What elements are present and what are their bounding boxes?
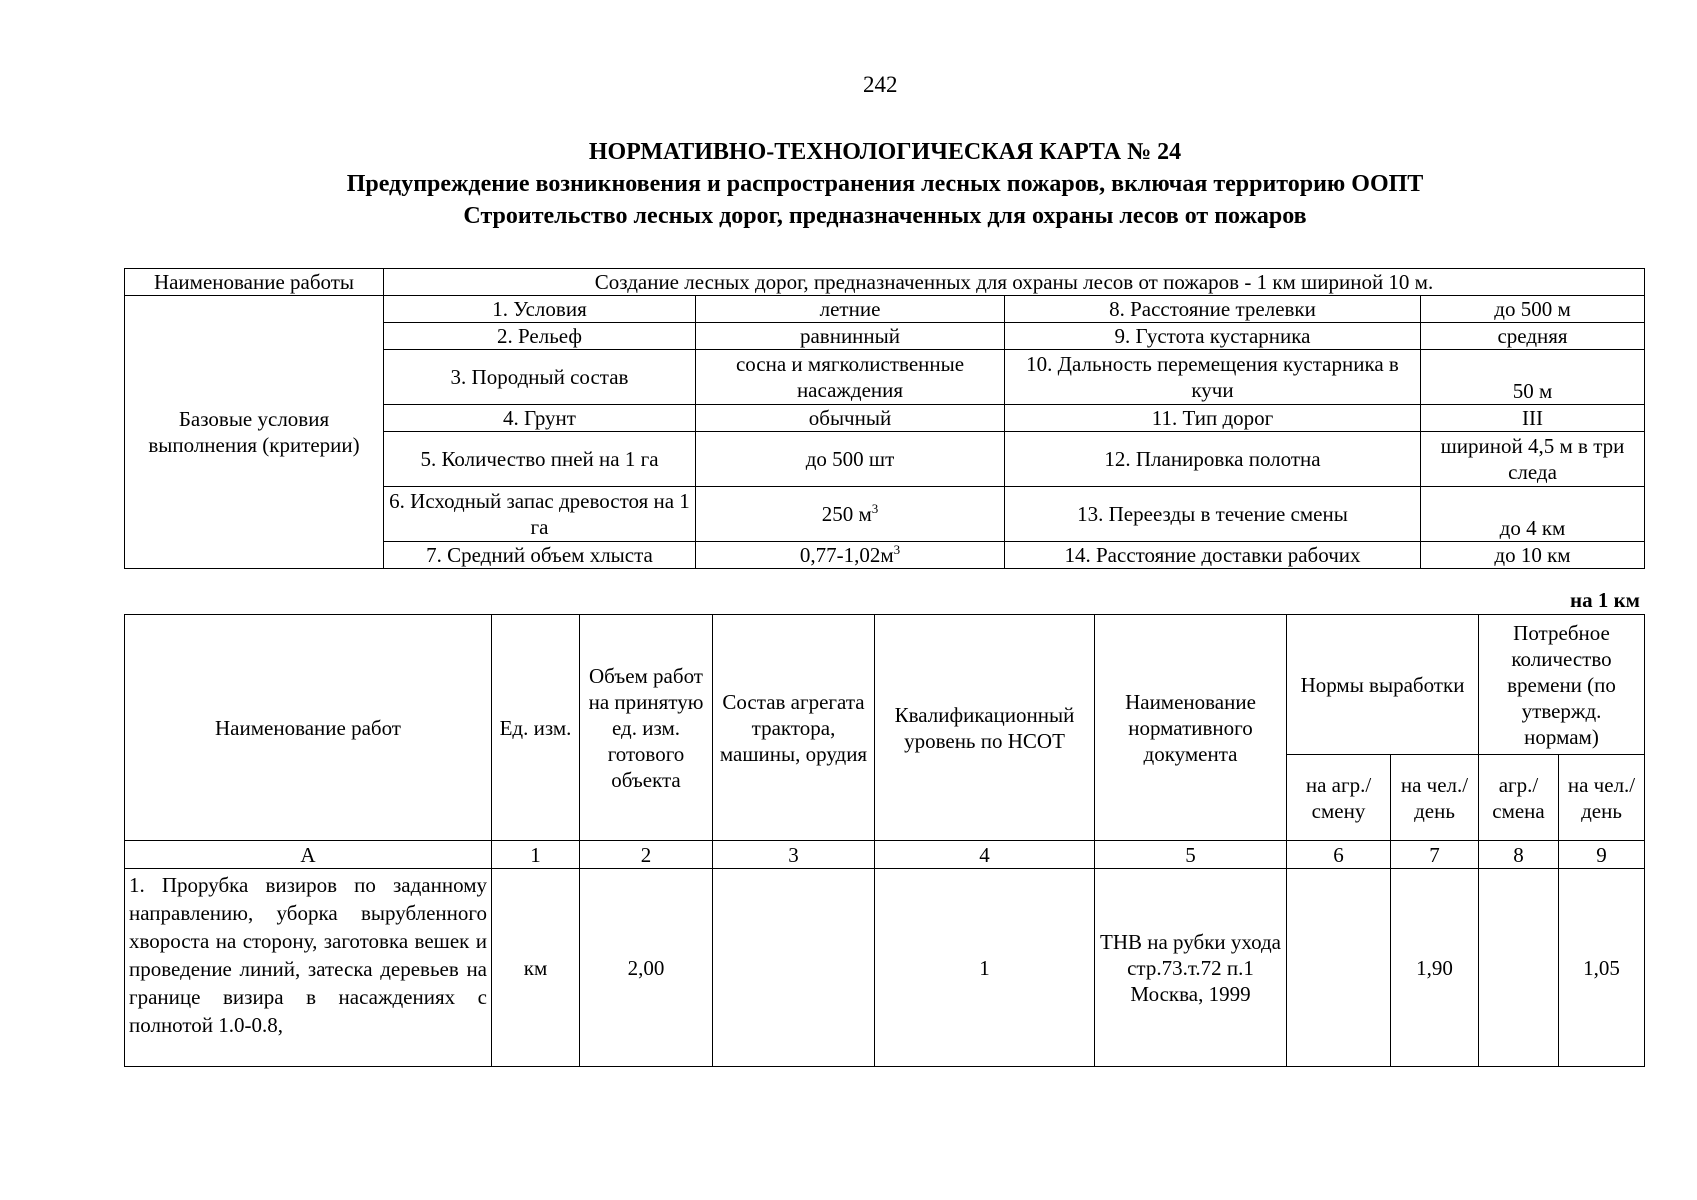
header-volume: Объем работ на принятую ед. изм. готового объекта [580,615,713,841]
condition-label: 9. Густота кустарника [1005,323,1421,350]
column-number-row [125,841,1645,869]
work-volume: 2,00 [580,869,713,1067]
condition-value: до 10 км [1421,542,1645,569]
condition-value-text: 250 м [821,502,872,526]
header-time-person: на чел./ день [1559,755,1645,841]
condition-label: 7. Средний объем хлыста [384,542,696,569]
condition-label: 12. Планировка полотна [1005,432,1421,487]
header-row [125,615,1645,755]
card-subtitle: Предупреждение возникновения и распространения лесных пожаров, включая территорию ООПТ [346,171,1424,197]
header-unit: Ед. изм. [492,615,580,841]
condition-label: 14. Расстояние доставки рабочих [1005,542,1421,569]
condition-value: обычный [696,405,1005,432]
header-composition: Состав агрегата трактора, машины, орудия [713,615,875,841]
header-time: Потребное количество времени (по утвержд. нормам) [1479,615,1645,755]
condition-value: до 4 км [1421,487,1645,542]
header-time-agr: агр./ смена [1479,755,1559,841]
column-number: 6 [1287,841,1391,869]
condition-label: 4. Грунт [384,405,696,432]
column-number: 3 [713,841,875,869]
condition-label: 11. Тип дорог [1005,405,1421,432]
condition-label: 8. Расстояние трелевки [1005,296,1421,323]
condition-value [696,542,1005,569]
card-title: НОРМАТИВНО-ТЕХНОЛОГИЧЕСКАЯ КАРТА № 24 [588,139,1182,165]
superscript: 3 [893,542,901,557]
header-norms: Нормы выработки [1287,615,1479,755]
work-time-person: 1,05 [1559,869,1645,1067]
condition-value: до 500 шт [696,432,1005,487]
base-conditions-table [124,268,1645,569]
condition-value-text: 0,77-1,02м [799,543,894,567]
work-name-label: Наименование работы [125,269,384,296]
card-work-title: Строительство лесных дорог, предназначенных для охраны лесов от пожаров [463,203,1307,229]
table-row [125,869,1645,1067]
work-qualification: 1 [875,869,1095,1067]
condition-label: 2. Рельеф [384,323,696,350]
condition-value: III [1421,405,1645,432]
base-conditions-label: Базовые условия выполнения (критерии) [125,296,384,569]
work-description: 1. Прорубка визиров по заданному направлению, уборка вырубленного хвороста на сторону, заготовка вешек и проведение линий, затеска деревьев на границе визира в насаждениях с полнотой 1.0-0.8, [125,869,492,1067]
condition-value: 50 м [1421,350,1645,405]
work-norm-agr [1287,869,1391,1067]
condition-label: 1. Условия [384,296,696,323]
condition-label: 13. Переезды в течение смены [1005,487,1421,542]
condition-value: равнинный [696,323,1005,350]
header-norm-person: на чел./ день [1391,755,1479,841]
page-number: 242 [863,72,898,97]
header-name: Наименование работ [125,615,492,841]
column-number: 9 [1559,841,1645,869]
column-number: 5 [1095,841,1287,869]
work-composition [713,869,875,1067]
condition-value: средняя [1421,323,1645,350]
condition-value: до 500 м [1421,296,1645,323]
column-number: 4 [875,841,1095,869]
work-unit: км [492,869,580,1067]
condition-label: 5. Количество пней на 1 га [384,432,696,487]
header-norm-agr: на агр./ смену [1287,755,1391,841]
condition-label: 10. Дальность перемещения кустарника в кучи [1005,350,1421,405]
column-number: 7 [1391,841,1479,869]
header-document: Наименование нормативного документа [1095,615,1287,841]
column-number: 8 [1479,841,1559,869]
work-time-agr [1479,869,1559,1067]
condition-label: 6. Исходный запас древостоя на 1 га [384,487,696,542]
title-block [120,136,1650,232]
condition-value: летние [696,296,1005,323]
work-name-value: Создание лесных дорог, предназначенных для охраны лесов от пожаров - 1 км шириной 10 м. [384,269,1645,296]
works-table [124,614,1645,1067]
condition-value: шириной 4,5 м в три следа [1421,432,1645,487]
work-name-row [125,269,1645,296]
condition-label: 3. Породный состав [384,350,696,405]
work-document: ТНВ на рубки ухода стр.73.т.72 п.1 Москва, 1999 [1095,869,1287,1067]
column-number: 2 [580,841,713,869]
unit-note: на 1 км [1569,588,1640,612]
superscript: 3 [871,501,879,516]
condition-value: сосна и мягколиственные насаждения [696,350,1005,405]
work-norm-person: 1,90 [1391,869,1479,1067]
column-number: 1 [492,841,580,869]
column-number: А [125,841,492,869]
condition-value [696,487,1005,542]
header-qualification: Квалификационный уровень по НСОТ [875,615,1095,841]
condition-row [125,296,1645,323]
